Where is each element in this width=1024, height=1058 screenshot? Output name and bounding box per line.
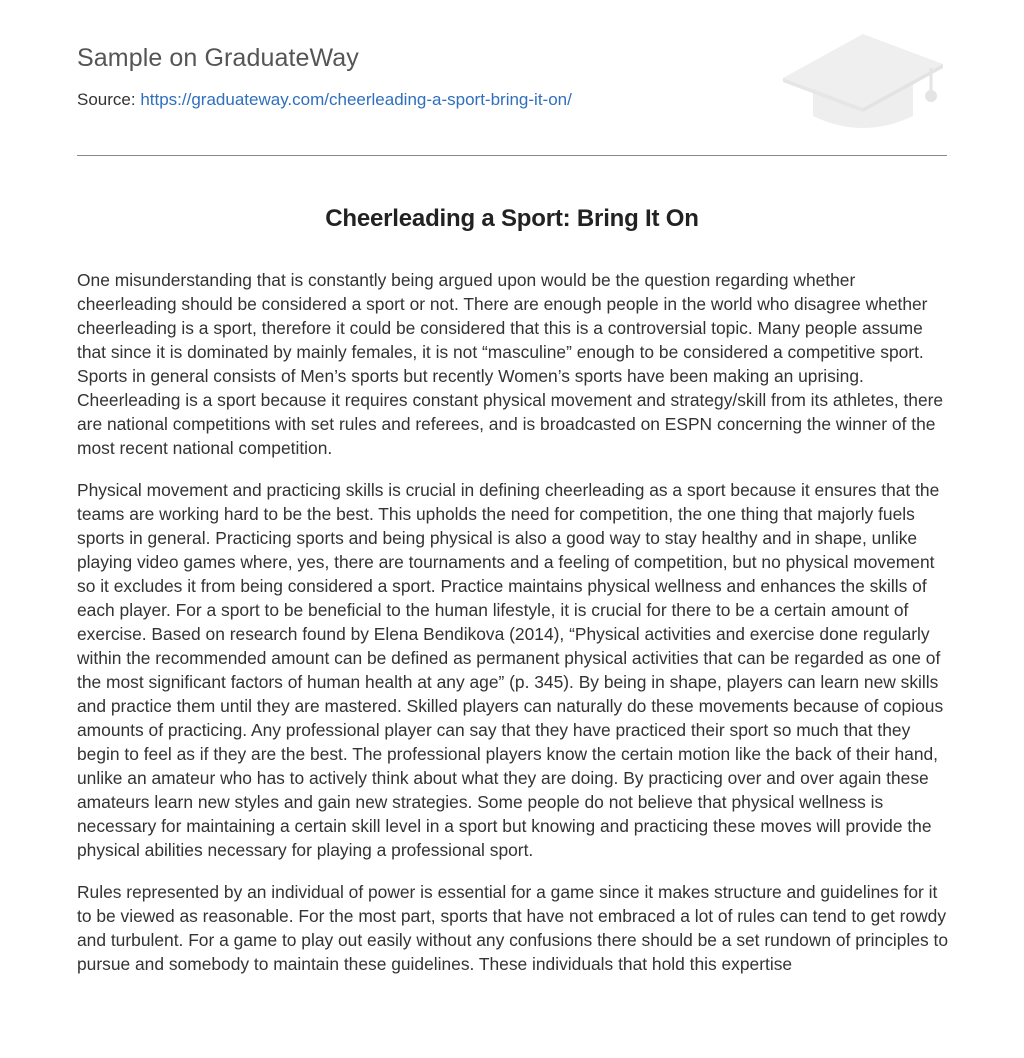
article-paragraph: Physical movement and practicing skills is crucial in defining cheerleading as a sport because it ensures that the teams are working hard to be the best. This upholds the need for competition, the one thing that majorly fuels sports in general. Practicing sports and being physical is also a good way to stay healthy and in shape, unlike playing video games where, yes, there are tournaments and a feeling of competition, but no physical movement so it excludes it from being considered a sport. Practice maintains physical wellness and enhances the skills of each player. For a sport to be beneficial to the human lifestyle, it is crucial for there to be a certain amount of exercise. Based on research found by Elena Bendikova (2014), “Physical activities and exercise done regularly within the recommended amount can be defined as permanent physical activities that can be regarded as one of the most significant factors of human health at any age” (p. 345). By being in shape, players can learn new skills and practice them until they are mastered. Skilled players can naturally do these movements because of copious amounts of practicing. Any professional player can say that they have practiced their sport so much that they begin to feel as if they are the best. The professional players know the certain motion like the back of their hand, unlike an amateur who has to actively think about what they are doing. By practicing over and over again these amateurs learn new styles and gain new strategies. Some people do not believe that physical wellness is necessary for maintaining a certain skill level in a sport but knowing and practicing these moves will provide the physical abilities necessary for playing a professional sport. [77,480,944,860]
article-paragraph: Rules represented by an individual of power is essential for a game since it makes structure and guidelines for it to be viewed as reasonable. For the most part, sports that have not embraced a lot of rules can tend to get rowdy and turbulent. For a game to play out easily without any confusions there should be a set rundown of principles to pursue and somebody to maintain these guidelines. These individuals that hold this expertise [77,882,949,974]
article-body [77,268,950,994]
site-name: Sample on GraduateWay [77,44,359,72]
source-link[interactable]: https://graduateway.com/cheerleading-a-sport-bring-it-on/ [140,90,572,109]
source-label: Source: [77,90,136,109]
article-title: Cheerleading a Sport: Bring It On [325,205,699,232]
source-line [77,90,572,110]
header-divider [77,155,947,156]
graduation-cap-icon [781,30,945,132]
page-header [77,0,947,156]
article-paragraph: One misunderstanding that is constantly being argued upon would be the question regarding whether cheerleading should be considered a sport or not. There are enough people in the world who disagree whether cheerleading is a sport, therefore it could be considered that this is a controversial topic. Many people assume that since it is dominated by mainly females, it is not “masculine” enough to be considered a competitive sport. Sports in general consists of Men’s sports but recently Women’s sports have been making an uprising. Cheerleading is a sport because it requires constant physical movement and strategy/skill from its athletes, there are national competitions with set rules and referees, and is broadcasted on ESPN concerning the winner of the most recent national competition. [77,270,944,458]
